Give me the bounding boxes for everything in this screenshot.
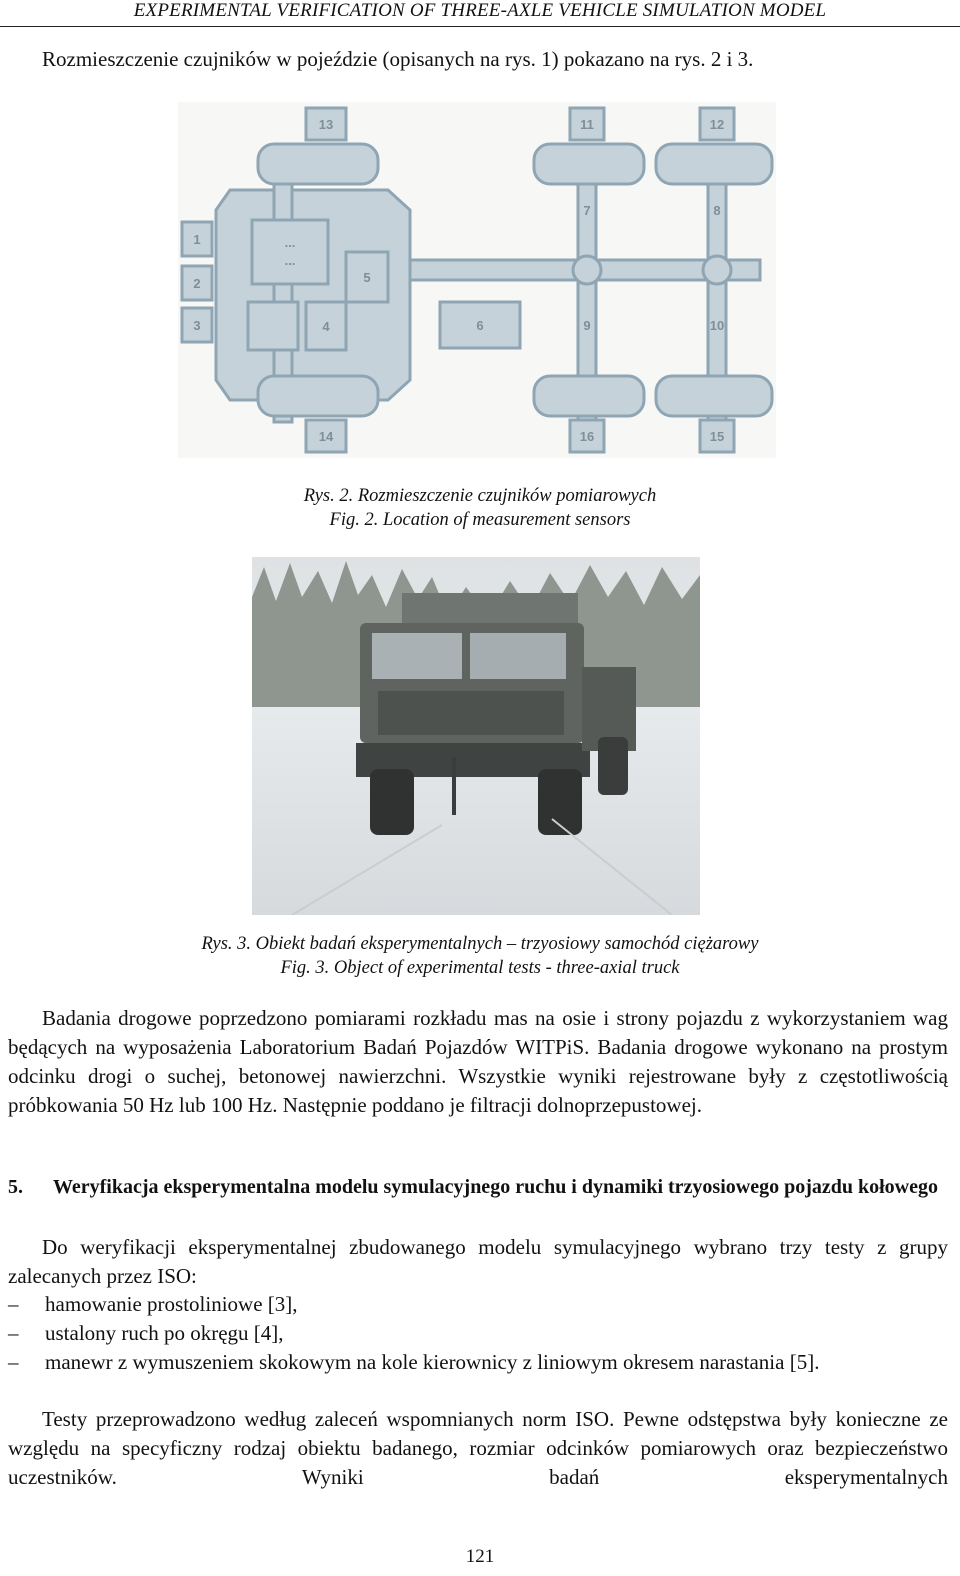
- label-12: 12: [709, 117, 725, 132]
- cab-label-line2: ...: [284, 253, 296, 268]
- list-item: [8, 1319, 948, 1348]
- label-4: 4: [322, 319, 330, 334]
- label-15: 15: [709, 429, 725, 444]
- wheel-rear2-top: [656, 144, 772, 184]
- front-wheel-left: [370, 769, 414, 835]
- label-2: 2: [193, 276, 201, 291]
- list-item: [8, 1290, 948, 1319]
- label-1: 1: [193, 232, 201, 247]
- label-16: 16: [579, 429, 595, 444]
- figure2-caption-pl: Rys. 2. Rozmieszczenie czujników pomiarowych: [303, 486, 657, 506]
- list-item-text: manewr z wymuszeniem skokowym na kole kierownicy z liniowym okresem narastania [5].: [45, 1350, 820, 1374]
- cab-label-line1: ...: [284, 235, 296, 250]
- list-dash: –: [8, 1350, 19, 1374]
- paragraph-road-tests: Badania drogowe poprzedzono pomiarami rozkładu mas na osie i strony pojazdu z wykorzystaniem wag będących na wyposażenia Laboratorium Badań Pojazdów WITPiS. Badania drogowe wykonano na prostym odcinku drogi o suchej, betonowej nawierzchni. Wszystkie wyniki rejestrowane były z częstotliwością próbkowania 50 Hz lub 100 Hz. Następnie poddano je filtracji dolnoprzepustowej.: [8, 1006, 948, 1117]
- hub-rear1: [573, 256, 601, 284]
- wheel-rear2-bottom: [656, 376, 772, 416]
- section-5-heading: [8, 1174, 948, 1200]
- label-14: 14: [318, 429, 334, 444]
- label-7: 7: [583, 203, 591, 218]
- figure3-caption-pl: Rys. 3. Obiekt badań eksperymentalnych – trzyosiowy samochód ciężarowy: [201, 934, 759, 954]
- truck-photo: [252, 557, 700, 915]
- section-number: 5.: [8, 1176, 23, 1198]
- windshield-right: [470, 633, 566, 679]
- label-13: 13: [318, 117, 334, 132]
- list-dash: –: [8, 1292, 19, 1316]
- page-number: 121: [465, 1546, 495, 1567]
- sensor-layout-diagram: [178, 102, 776, 458]
- list-item-text: hamowanie prostoliniowe [3],: [45, 1292, 298, 1316]
- label-6: 6: [476, 318, 484, 333]
- list-dash: –: [8, 1321, 19, 1345]
- wheel-rear1-top: [534, 144, 644, 184]
- running-header: EXPERIMENTAL VERIFICATION OF THREE-AXLE VEHICLE SIMULATION MODEL: [0, 0, 960, 27]
- rear-wheel: [598, 737, 628, 795]
- cab-box-left: [248, 302, 298, 350]
- figure-sensor-layout: [178, 102, 776, 458]
- list-item-text: ustalony ruch po okręgu [4],: [45, 1321, 284, 1345]
- wheel-front-top: [258, 144, 378, 184]
- section-title: Weryfikacja eksperymentalna modelu symulacyjnego ruchu i dynamiki trzyosiowego pojazdu kołowego: [53, 1176, 938, 1198]
- windshield-left: [372, 633, 462, 679]
- tow-rod: [452, 757, 456, 815]
- label-10: 10: [709, 318, 725, 333]
- paragraph-tests-performed: Testy przeprowadzono według zaleceń wspomnianych norm ISO. Pewne odstępstwa były konieczne ze względu na specyficzny rodzaj obiektu badanego, rozmiar odcinków pomiarowych oraz bezpieczeństwo uczestników. Wyniki badań eksperymentalnych: [8, 1407, 948, 1489]
- figure2-caption-en: Fig. 2. Location of measurement sensors: [329, 510, 631, 530]
- wheel-rear1-bottom: [534, 376, 644, 416]
- label-5: 5: [363, 270, 371, 285]
- figure-truck-photo: [252, 557, 700, 915]
- grille: [378, 691, 564, 735]
- label-11: 11: [580, 117, 594, 132]
- intro-paragraph: Rozmieszczenie czujników w pojeździe (opisanych na rys. 1) pokazano na rys. 2 i 3.: [42, 47, 754, 71]
- label-9: 9: [583, 318, 591, 333]
- figure3-caption-en: Fig. 3. Object of experimental tests - three-axial truck: [280, 958, 680, 978]
- list-item: [8, 1348, 948, 1377]
- cab-box-label: [252, 220, 328, 284]
- hub-rear2: [703, 256, 731, 284]
- label-3: 3: [193, 318, 201, 333]
- label-8: 8: [713, 203, 721, 218]
- paragraph-verification-intro: Do weryfikacji eksperymentalnej zbudowanego modelu symulacyjnego wybrano trzy testy z grupy zalecanych przez ISO:: [8, 1235, 948, 1288]
- wheel-front-bottom: [258, 376, 378, 416]
